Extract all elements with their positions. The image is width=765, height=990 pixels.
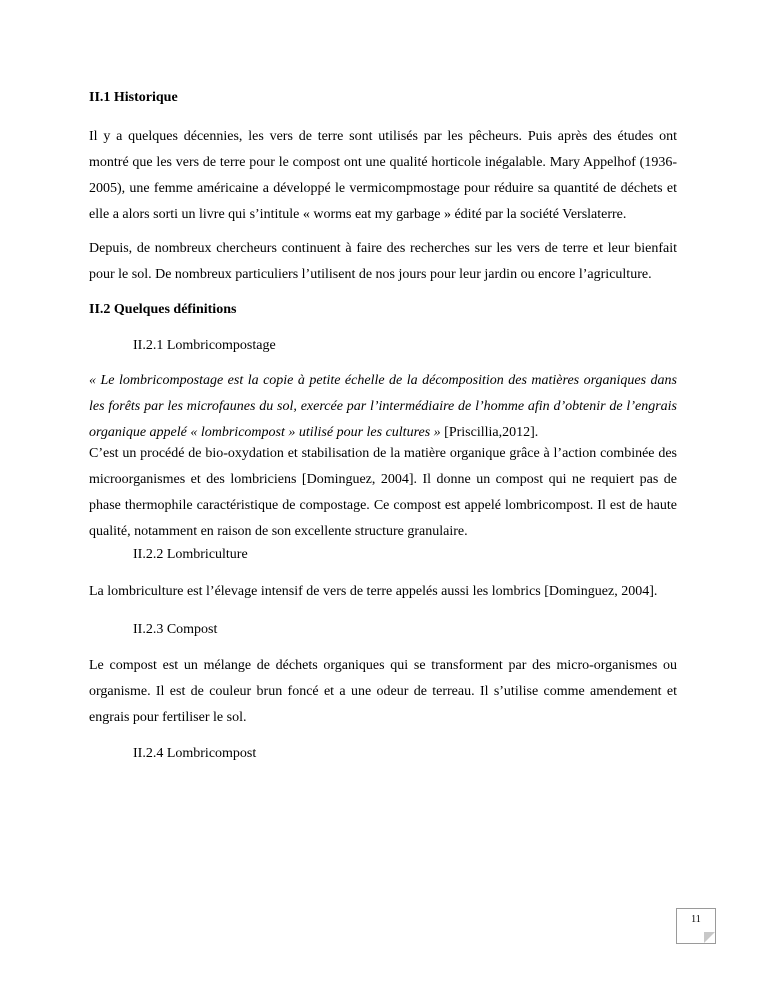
page-curl-icon: [704, 932, 715, 943]
section-heading-definitions: II.2 Quelques définitions: [89, 302, 237, 317]
paragraph-lombriculture: La lombriculture est l’élevage intensif de vers de terre appelés aussi les lombrics [Dominguez, 2004].: [89, 584, 658, 599]
paragraph-historique-1: Il y a quelques décennies, les vers de terre sont utilisés par les pêcheurs. Puis après des études ont montré que les vers de terre pour le compost ont une qualité horticole inégalable. Mary Appelhof (1936-2005), une femme américaine a développé le vermicompmostage pour réduire sa quantité de déchets et elle a alors sorti un livre qui s’intitule « worms eat my garbage » édité par la société Verslaterre.: [89, 129, 677, 222]
page-number: 11: [691, 914, 701, 925]
section-heading-historique: II.1 Historique: [89, 90, 178, 105]
definition-quote: « Le lombricompostage est la copie à petite échelle de la décomposition des matières organiques dans les forêts par les microfaunes du sol, exercée par l’intermédiaire de l’homme afin d’obtenir de l’engrais organique appelé « lombricompost » utilisé pour les cultures »: [89, 373, 677, 440]
subheading-lombricompost: II.2.4 Lombricompost: [133, 746, 257, 761]
subheading-lombricompostage: II.2.1 Lombricompostage: [133, 338, 276, 353]
paragraph-lombricompostage: C’est un procédé de bio-oxydation et stabilisation de la matière organique grâce à l’action combinée des microorganismes et des lombriciens [Dominguez, 2004]. Il donne un compost qui ne requiert pas de phase thermophile caractéristique de compostage. Ce compost est appelé lombricompost. Il est de haute qualité, notamment en raison de son excellente structure granulaire.: [89, 446, 677, 539]
document-page: [89, 88, 677, 764]
page-number-box: [676, 908, 716, 944]
subheading-compost: II.2.3 Compost: [133, 622, 218, 637]
paragraph-compost: Le compost est un mélange de déchets organiques qui se transforment par des micro-organismes ou organisme. Il est de couleur brun foncé et a une odeur de terreau. Il s’utilise comme amendement et engrais pour fertiliser le sol.: [89, 658, 677, 725]
paragraph-historique-2: Depuis, de nombreux chercheurs continuent à faire des recherches sur les vers de terre et leur bienfait pour le sol. De nombreux particuliers l’utilisent de nos jours pour leur jardin ou encore l’agriculture.: [89, 241, 677, 282]
quote-reference: [Priscillia,2012].: [440, 425, 539, 440]
subheading-lombriculture: II.2.2 Lombriculture: [133, 547, 248, 562]
definition-quote-paragraph: [89, 368, 677, 446]
